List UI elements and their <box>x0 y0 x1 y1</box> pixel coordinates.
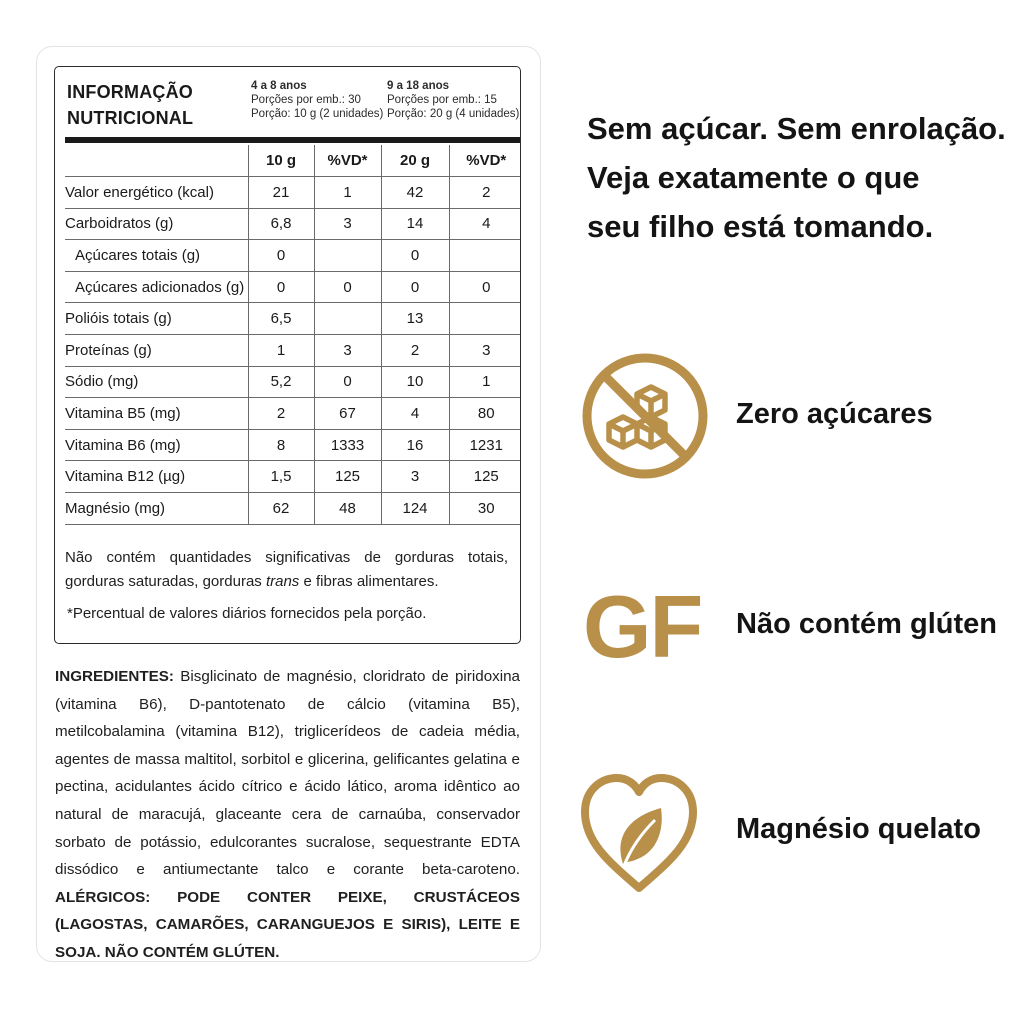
age-group-b: 9 a 18 anos Porções por emb.: 15 Porção: 20 g (4 unidades) <box>387 80 520 120</box>
row-label: Vitamina B6 (mg) <box>65 429 248 461</box>
table-row <box>65 493 521 525</box>
cell-value: 0 <box>449 271 521 303</box>
cell-value: 16 <box>381 429 449 461</box>
cell-value: 2 <box>248 398 314 430</box>
cell-value: 1 <box>314 177 381 209</box>
cell-value: 124 <box>381 493 449 525</box>
nutrition-title: INFORMAÇÃO NUTRICIONAL <box>67 82 194 128</box>
table-row <box>65 303 521 335</box>
ingredients-text: INGREDIENTES: Bisglicinato de magnésio, cloridrato de piridoxina (vitamina B6), D-pantotenato de cálcio (vitamina B5), metilcobalamina (vitamina B12), triglicerídeos de cadeia média, agentes de massa maltitol, sorbitol e glicerina, gelificantes gelatina e pectina, acidulantes ácido cítrico e ácido lático, aroma idêntico ao natural de maracujá, glaceante cera de carnaúba, conservador sorbato de potássio, edulcorantes sucralose, sequestrante EDTA dissódico e antiumectante talco e corante beta-caroteno. ALÉRGICOS: PODE CONTER PEIXE, CRUSTÁCEOS (LAGOSTAS, CAMARÕES, CARANGUEJOS E SIRIS), LEITE E SOJA. NÃO CONTÉM GLÚTEN. <box>55 668 520 961</box>
cell-value: 3 <box>381 461 449 493</box>
cell-value <box>449 240 521 272</box>
row-label: Polióis totais (g) <box>65 303 248 335</box>
cell-value: 1231 <box>449 429 521 461</box>
cell-value: 21 <box>248 177 314 209</box>
row-label: Carboidratos (g) <box>65 208 248 240</box>
cell-value: 2 <box>449 177 521 209</box>
nutrition-table <box>54 66 521 644</box>
cell-value: 0 <box>381 240 449 272</box>
cell-value: 0 <box>248 271 314 303</box>
cell-value: 125 <box>314 461 381 493</box>
cell-value: 5,2 <box>248 366 314 398</box>
cell-value: 1 <box>248 335 314 367</box>
row-label: Vitamina B5 (mg) <box>65 398 248 430</box>
table-row <box>65 398 521 430</box>
cell-value: 6,5 <box>248 303 314 335</box>
age-group-a: 4 a 8 anos Porções por emb.: 30 Porção: 10 g (2 unidades) <box>251 80 384 120</box>
cell-value: 14 <box>381 208 449 240</box>
cell-value: 0 <box>248 240 314 272</box>
cell-value: 3 <box>314 208 381 240</box>
table-row <box>65 208 521 240</box>
cell-value: 48 <box>314 493 381 525</box>
cell-value: 1,5 <box>248 461 314 493</box>
cell-value: 1 <box>449 366 521 398</box>
table-row <box>65 271 521 303</box>
cell-value: 62 <box>248 493 314 525</box>
cell-value: 0 <box>314 366 381 398</box>
row-label: Sódio (mg) <box>65 366 248 398</box>
cell-value: 80 <box>449 398 521 430</box>
nutrition-grid <box>65 145 521 525</box>
table-row <box>65 429 521 461</box>
heart-leaf-icon <box>579 770 699 900</box>
col-header: %VD* <box>449 145 521 177</box>
col-header: 20 g <box>381 145 449 177</box>
table-row <box>65 366 521 398</box>
table-row <box>65 177 521 209</box>
cell-value: 8 <box>248 429 314 461</box>
feature-label-magnesium: Magnésio quelato <box>736 813 981 845</box>
cell-value: 3 <box>314 335 381 367</box>
allergens-text: ALÉRGICOS: PODE CONTER PEIXE, CRUSTÁCEOS (LAGOSTAS, CAMARÕES, CARANGUEJOS E SIRIS), LEITE E SOJA. NÃO CONTÉM GLÚTEN. <box>55 888 520 961</box>
cell-value: 1333 <box>314 429 381 461</box>
headline: Sem açúcar. Sem enrolação. Veja exatamente o que seu filho está tomando. <box>587 111 1006 244</box>
row-label: Açúcares adicionados (g) <box>65 271 248 303</box>
table-row <box>65 335 521 367</box>
cell-value: 10 <box>381 366 449 398</box>
row-label: Proteínas (g) <box>65 335 248 367</box>
no-sugar-icon <box>579 350 711 482</box>
divider-bar <box>65 137 520 143</box>
row-label: Açúcares totais (g) <box>65 240 248 272</box>
row-label: Magnésio (mg) <box>65 493 248 525</box>
cell-value <box>314 303 381 335</box>
table-row <box>65 461 521 493</box>
ingredients-heading: INGREDIENTES: <box>55 668 174 685</box>
cell-value: 30 <box>449 493 521 525</box>
cell-value: 125 <box>449 461 521 493</box>
col-header: 10 g <box>248 145 314 177</box>
feature-label-gluten-free: Não contém glúten <box>736 608 998 640</box>
cell-value: 42 <box>381 177 449 209</box>
cell-value: 67 <box>314 398 381 430</box>
cell-value: 2 <box>381 335 449 367</box>
feature-label-zero-sugar: Zero açúcares <box>736 398 933 430</box>
cell-value: 0 <box>314 271 381 303</box>
nutrition-footnote: *Percentual de valores diários fornecidos pela porção. <box>67 605 427 622</box>
cell-value: 13 <box>381 303 449 335</box>
col-header: %VD* <box>314 145 381 177</box>
nutrition-note: Não contém quantidades significativas de gorduras totais, gorduras saturadas, gorduras trans e fibras alimentares. <box>65 549 508 590</box>
cell-value <box>314 240 381 272</box>
cell-value <box>449 303 521 335</box>
cell-value: 3 <box>449 335 521 367</box>
cell-value: 4 <box>449 208 521 240</box>
table-row <box>65 240 521 272</box>
row-label: Valor energético (kcal) <box>65 177 248 209</box>
cell-value: 6,8 <box>248 208 314 240</box>
table-header-row <box>65 145 521 177</box>
cell-value: 4 <box>381 398 449 430</box>
gluten-free-icon: GF <box>583 577 702 676</box>
cell-value: 0 <box>381 271 449 303</box>
row-label: Vitamina B12 (µg) <box>65 461 248 493</box>
